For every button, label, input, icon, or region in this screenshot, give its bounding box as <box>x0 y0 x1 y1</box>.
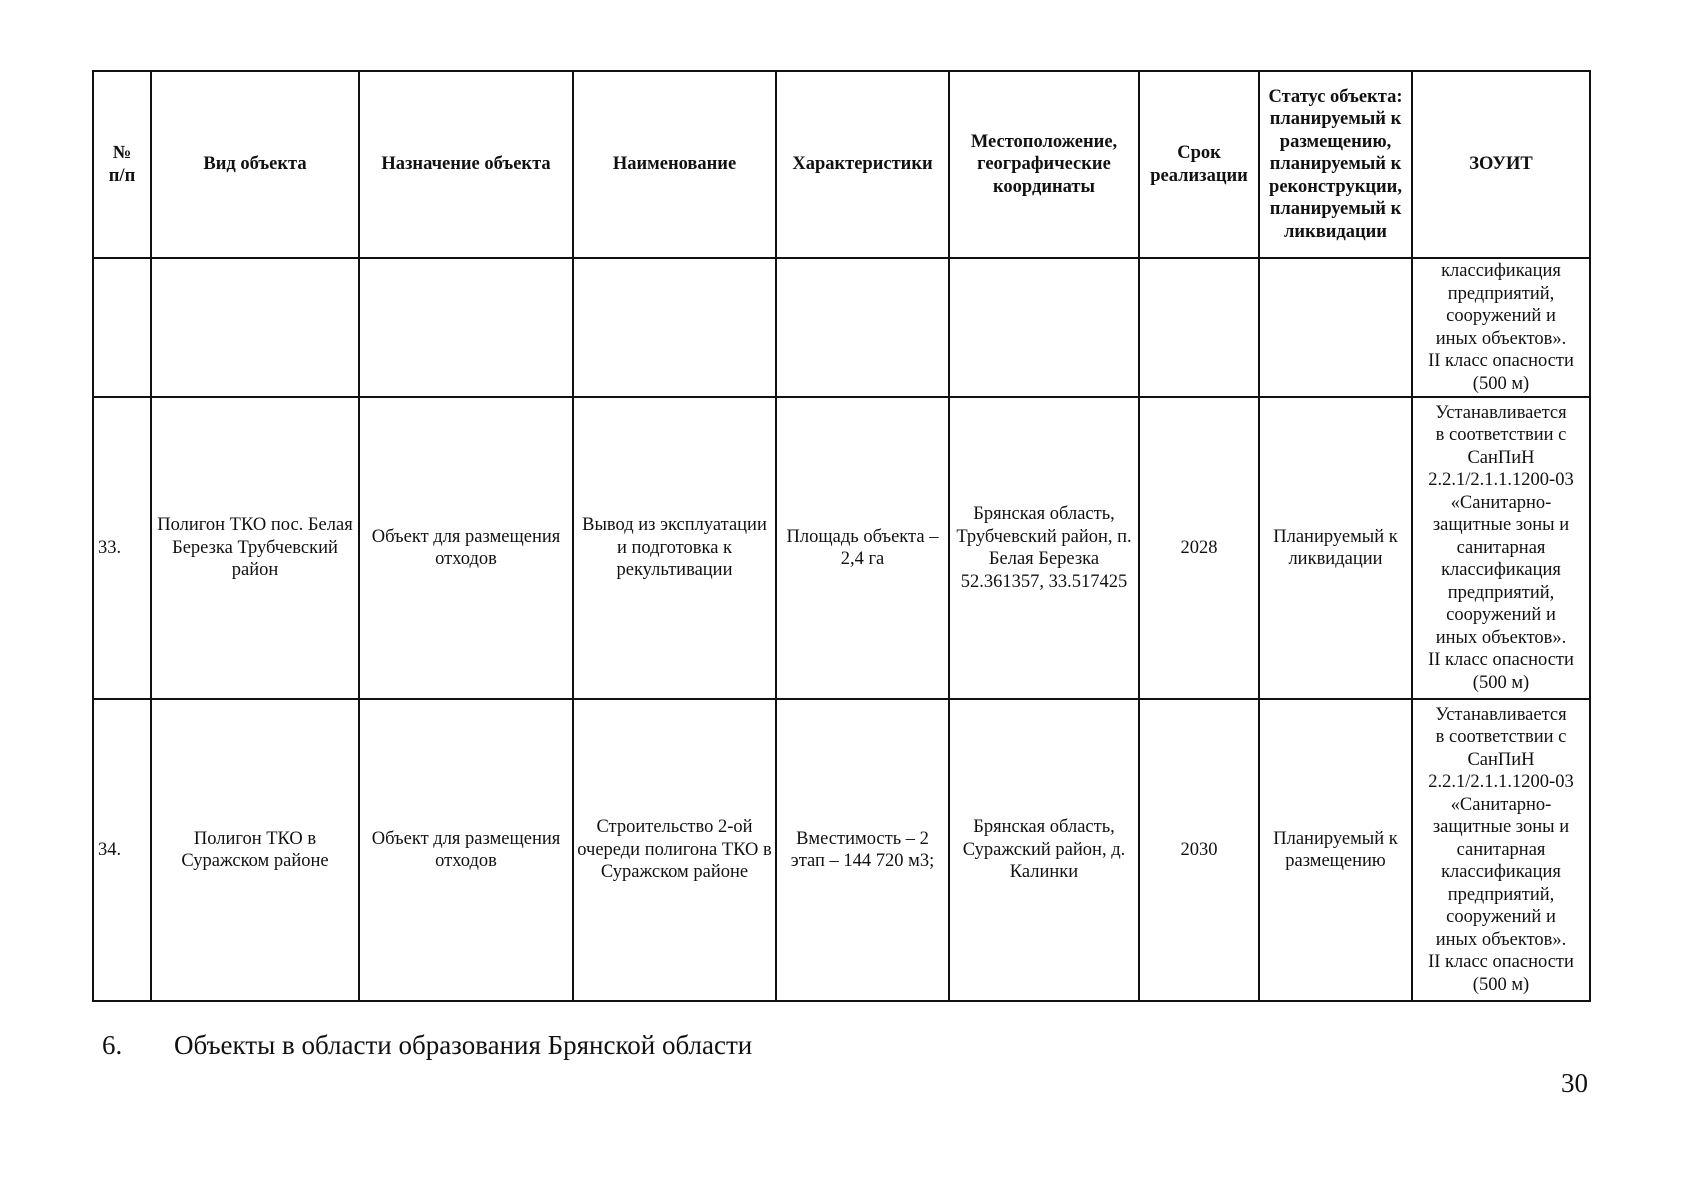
cell-type: Полигон ТКО пос. Белая Березка Трубчевский район <box>151 397 359 699</box>
cell-zouit: Устанавливается в соответствии с СанПиН 2.2.1/2.1.1.1200-03 «Санитарно- защитные зоны и санитарная классификация предприятий, сооружений и иных объектов». II класс опасности (500 м) <box>1412 397 1590 699</box>
cell-num: 34. <box>93 699 151 1001</box>
table-header-row <box>93 71 1590 258</box>
header-num: № п/п <box>93 71 151 258</box>
header-zouit: ЗОУИТ <box>1412 71 1590 258</box>
cell-chars: Площадь объекта – 2,4 га <box>776 397 949 699</box>
cell-num: 33. <box>93 397 151 699</box>
page-number: 30 <box>1561 1068 1588 1098</box>
cell-type: Полигон ТКО в Суражском районе <box>151 699 359 1001</box>
cell-name: Вывод из эксплуатации и подготовка к рекультивации <box>573 397 776 699</box>
cell-empty <box>151 258 359 397</box>
cell-empty <box>93 258 151 397</box>
cell-status: Планируемый к ликвидации <box>1259 397 1412 699</box>
header-status: Статус объекта: планируемый к размещению, планируемый к реконструкции, планируемый к ликвидации <box>1259 71 1412 258</box>
cell-purpose: Объект для размещения отходов <box>359 397 573 699</box>
cell-empty <box>949 258 1139 397</box>
cell-empty <box>1139 258 1259 397</box>
header-chars: Характеристики <box>776 71 949 258</box>
cell-empty <box>573 258 776 397</box>
section-heading <box>102 1030 752 1061</box>
table-row-continuation <box>93 258 1590 397</box>
cell-status: Планируемый к размещению <box>1259 699 1412 1001</box>
cell-empty <box>1259 258 1412 397</box>
cell-location: Брянская область, Суражский район, д. Калинки <box>949 699 1139 1001</box>
header-purpose: Назначение объекта <box>359 71 573 258</box>
cell-term: 2028 <box>1139 397 1259 699</box>
table-row <box>93 699 1590 1001</box>
section-title: Объекты в области образования Брянской области <box>174 1030 753 1060</box>
objects-table <box>92 70 1591 1002</box>
section-number: 6. <box>102 1030 123 1060</box>
header-type: Вид объекта <box>151 71 359 258</box>
cell-name: Строительство 2-ой очереди полигона ТКО в Суражском районе <box>573 699 776 1001</box>
cell-location: Брянская область, Трубчевский район, п. Белая Березка 52.361357, 33.517425 <box>949 397 1139 699</box>
cell-chars: Вместимость – 2 этап – 144 720 м3; <box>776 699 949 1001</box>
cell-zouit: Устанавливается в соответствии с СанПиН 2.2.1/2.1.1.1200-03 «Санитарно- защитные зоны и санитарная классификация предприятий, сооружений и иных объектов». II класс опасности (500 м) <box>1412 699 1590 1001</box>
cell-zouit: классификация предприятий, сооружений и иных объектов». II класс опасности (500 м) <box>1412 258 1590 397</box>
cell-empty <box>776 258 949 397</box>
header-location: Местоположение, географические координаты <box>949 71 1139 258</box>
table-row <box>93 397 1590 699</box>
header-term: Срок реализации <box>1139 71 1259 258</box>
cell-empty <box>359 258 573 397</box>
cell-term: 2030 <box>1139 699 1259 1001</box>
cell-purpose: Объект для размещения отходов <box>359 699 573 1001</box>
header-name: Наименование <box>573 71 776 258</box>
